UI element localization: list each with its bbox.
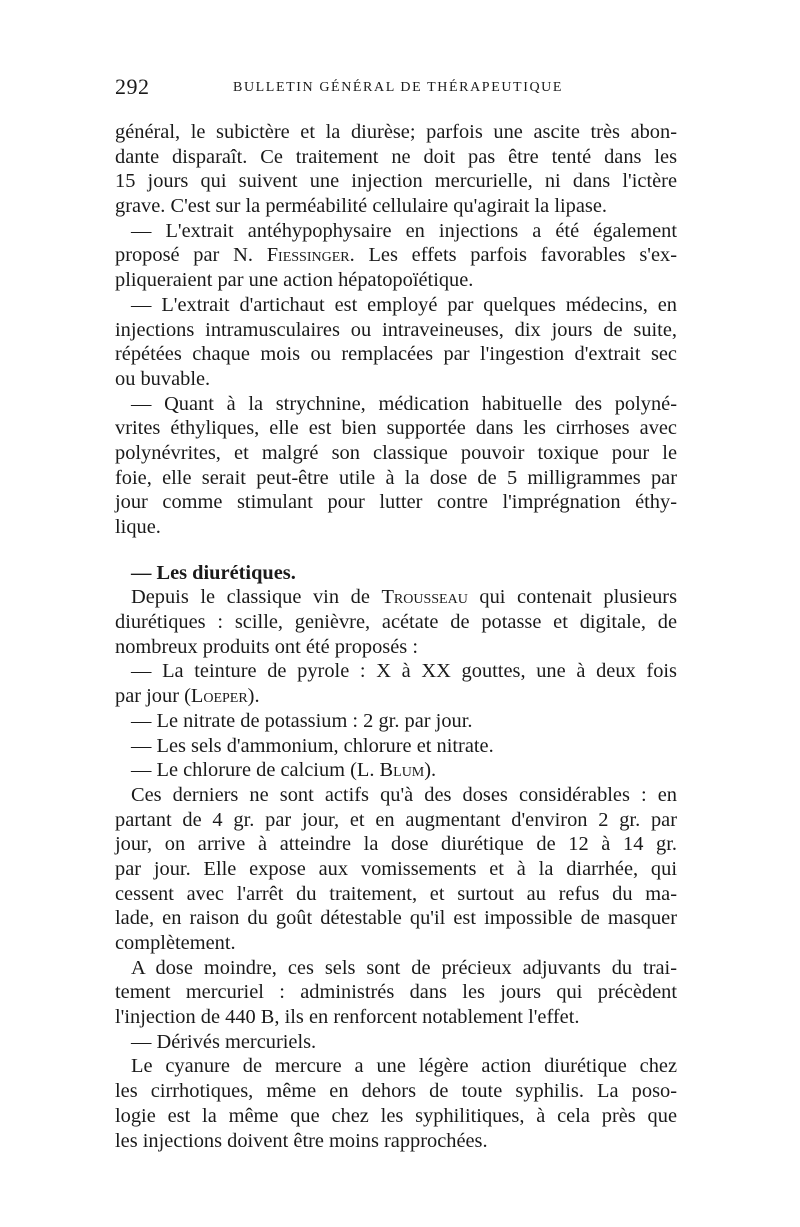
text-line xyxy=(115,243,677,268)
page-header xyxy=(115,74,677,100)
text-line: diurétiques : scille, genièvre, acétate de potasse et digitale, de xyxy=(115,611,677,634)
text-line: ou buvable. xyxy=(115,367,211,390)
text-line: les cirrhotiques, même en dehors de toute syphilis. La poso- xyxy=(115,1080,677,1103)
author-name: Loeper xyxy=(190,685,248,708)
text-line xyxy=(115,758,677,783)
paragraph-gap xyxy=(115,540,677,561)
text-line: jour comme stimulant pour lutter contre l'imprégnation éthy- xyxy=(115,491,677,514)
text-line: lique. xyxy=(115,516,161,538)
body-text xyxy=(115,120,677,1153)
text-line: jour, on arrive à atteindre la dose diurétique de 12 à 14 gr. xyxy=(115,833,677,856)
text-segment: Depuis le classique vin de xyxy=(131,586,382,609)
text-segment: qui contenait plusieurs xyxy=(467,586,678,609)
text-line: tement mercuriel : administrés dans les jours qui précèdent xyxy=(115,981,677,1004)
text-line: — Le nitrate de potassium : 2 gr. par jour. xyxy=(131,709,473,732)
text-line: — Les sels d'ammonium, chlorure et nitrate. xyxy=(131,734,494,757)
text-line: nombreux produits ont été proposés : xyxy=(115,635,418,658)
text-line: répétées chaque mois ou remplacées par l'ingestion d'extrait sec xyxy=(115,343,677,366)
text-segment: ). xyxy=(247,685,260,708)
text-line xyxy=(115,684,677,709)
text-line: dante disparaît. Ce traitement ne doit pas être tenté dans les xyxy=(115,145,677,168)
text-segment: par jour ( xyxy=(115,685,191,708)
page-number: 292 xyxy=(115,74,150,99)
author-name: Fiessinger xyxy=(266,244,350,267)
author-name: Trousseau xyxy=(381,586,468,609)
text-line: cessent avec l'arrêt du traitement, et surtout au refus du ma- xyxy=(115,882,677,905)
text-line: — L'extrait antéhypophysaire en injections a été également xyxy=(131,219,677,242)
text-line xyxy=(115,585,677,610)
text-line: polynévrites, et malgré son classique pouvoir toxique pour le xyxy=(115,441,677,464)
text-line: Le cyanure de mercure a une légère action diurétique chez xyxy=(131,1055,677,1078)
text-line: — La teinture de pyrole : X à XX gouttes, une à deux fois xyxy=(131,660,677,683)
text-segment: — Le chlorure de calcium (L. xyxy=(131,759,380,782)
text-line: partant de 4 gr. par jour, et en augmentant d'environ 2 gr. par xyxy=(115,808,677,831)
text-segment: proposé par N. xyxy=(115,244,267,267)
text-line: A dose moindre, ces sels sont de précieux adjuvants du trai- xyxy=(131,956,677,979)
text-line: 15 jours qui suivent une injection mercurielle, ni dans l'ictère xyxy=(115,170,677,193)
text-line: les injections doivent être moins rapprochées. xyxy=(115,1129,488,1152)
text-line: général, le subictère et la diurèse; parfois une ascite très abon- xyxy=(115,121,677,143)
text-line: foie, elle serait peut-être utile à la dose de 5 milligrammes par xyxy=(115,466,677,489)
text-line: injections intramusculaires ou intraveineuses, dix jours de suite, xyxy=(115,318,677,341)
text-line: vrites éthyliques, elle est bien supportée dans les cirrhoses avec xyxy=(115,417,677,440)
text-line: — Dérivés mercuriels. xyxy=(131,1030,317,1053)
text-line: pliqueraient par une action hépatopoïétique. xyxy=(115,269,474,292)
text-line: — Quant à la strychnine, médication habituelle des polyné- xyxy=(131,392,677,415)
author-name: Blum xyxy=(379,759,425,782)
text-line: l'injection de 440 B, ils en renforcent notablement l'effet. xyxy=(115,1006,580,1029)
text-segment: . Les effets parfois favorables s'ex- xyxy=(349,244,677,267)
text-line: logie est la même que chez les syphilitiques, à cela près que xyxy=(115,1104,677,1127)
text-line: Ces derniers ne sont actifs qu'à des doses considérables : en xyxy=(131,783,677,806)
text-line: grave. C'est sur la perméabilité cellulaire qu'agirait la lipase. xyxy=(115,195,607,218)
text-line: lade, en raison du goût détestable qu'il est impossible de masquer xyxy=(115,907,677,930)
text-line: complètement. xyxy=(115,932,236,954)
text-line: par jour. Elle expose aux vomissements et à la diarrhée, qui xyxy=(115,857,677,880)
section-heading: — Les diurétiques. xyxy=(131,561,296,584)
text-segment: ). xyxy=(424,759,437,782)
text-line: — L'extrait d'artichaut est employé par quelques médecins, en xyxy=(131,293,677,316)
running-title: BULLETIN GÉNÉRAL DE THÉRAPEUTIQUE xyxy=(233,80,564,95)
